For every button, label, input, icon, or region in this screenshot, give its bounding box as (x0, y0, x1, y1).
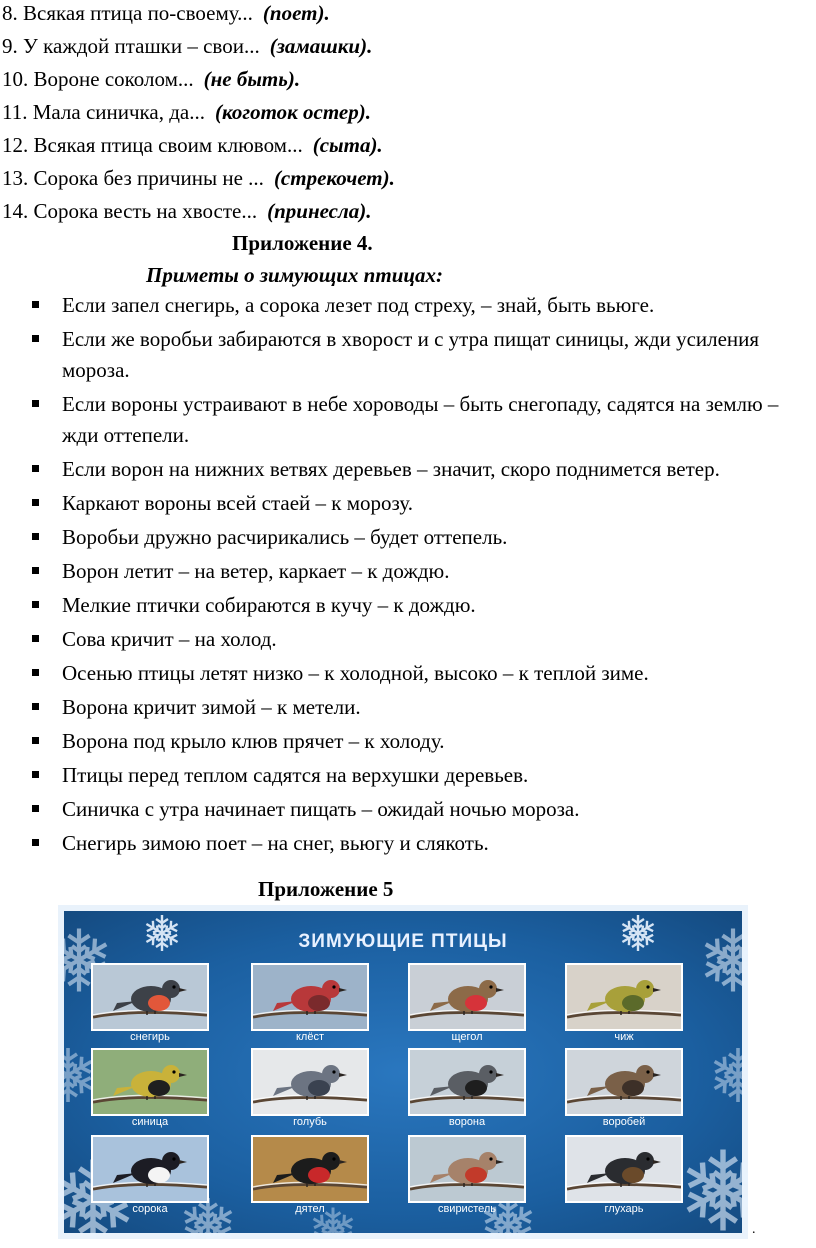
sign-item (0, 692, 816, 723)
sign-text: Снегирь зимою поет – на снег, вьюгу и слякоть. (62, 831, 489, 855)
bird-icon (410, 965, 524, 1029)
bird-photo (91, 1048, 209, 1116)
square-bullet-icon (32, 635, 39, 642)
bird-icon (253, 1137, 367, 1201)
bird-label: клёст (295, 1031, 324, 1043)
bird-card (408, 1048, 526, 1130)
signs-list (0, 290, 816, 862)
proverb-answer: (замашки). (269, 34, 373, 58)
bird-icon (93, 1050, 207, 1114)
sign-text: Если вороны устраивают в небе хороводы – быть снегопаду, садятся на землю – жди оттепели. (62, 392, 779, 447)
proverb-answer: (сыта). (312, 133, 383, 157)
bird-photo (91, 963, 209, 1031)
square-bullet-icon (32, 805, 39, 812)
sign-text: Ворона кричит зимой – к метели. (62, 695, 361, 719)
appendix-5-title: Приложение 5 (258, 877, 394, 901)
sign-text: Каркают вороны всей стаей – к морозу. (62, 491, 414, 515)
bird-card (251, 1048, 369, 1130)
snowflake-icon (698, 925, 748, 995)
sign-item (0, 658, 816, 689)
proverb-item (2, 165, 395, 191)
bird-icon (410, 1137, 524, 1201)
sign-item (0, 760, 816, 791)
bird-label: чиж (614, 1031, 634, 1043)
proverb-text: 10. Вороне соколом... (2, 67, 194, 91)
sign-item (0, 794, 816, 825)
sign-item (0, 488, 816, 519)
sign-text: Если же воробьи забираются в хворост и с утра пищат синицы, жди усиления мороза. (62, 327, 760, 382)
sign-text: Ворон летит – на ветер, каркает – к дождю. (62, 559, 450, 583)
sign-text: Птицы перед теплом садятся на верхушки деревьев. (62, 763, 529, 787)
proverb-item (2, 0, 330, 26)
poster-title: ЗИМУЮЩИЕ ПТИЦЫ (298, 931, 508, 952)
bird-card (91, 963, 209, 1045)
sign-text: Мелкие птички собираются в кучу – к дождю. (62, 593, 476, 617)
bird-label: снегирь (130, 1031, 170, 1043)
square-bullet-icon (32, 839, 39, 846)
bird-label: синица (131, 1116, 169, 1128)
winter-birds-poster (58, 905, 748, 1239)
sign-item (0, 726, 816, 757)
proverb-answer: (стрекочет). (273, 166, 395, 190)
sign-text: Синичка с утра начинает пищать – ожидай ночью мороза. (62, 797, 580, 821)
bird-card (408, 1135, 526, 1217)
snowflake-icon (618, 913, 658, 953)
bird-card (565, 1135, 683, 1217)
bird-photo (251, 1048, 369, 1116)
sign-text: Осенью птицы летят низко – к холодной, высоко – к теплой зиме. (62, 661, 649, 685)
trailing-mark: . (752, 1222, 756, 1237)
proverb-item (2, 99, 371, 125)
square-bullet-icon (32, 335, 39, 342)
square-bullet-icon (32, 601, 39, 608)
sign-item (0, 590, 816, 621)
bird-label: воробей (602, 1116, 646, 1128)
square-bullet-icon (32, 465, 39, 472)
sign-item (0, 454, 816, 485)
sign-item (0, 522, 816, 553)
bird-icon (567, 1137, 681, 1201)
snowflake-icon (678, 1145, 748, 1235)
bird-photo (408, 1135, 526, 1203)
bird-icon (93, 965, 207, 1029)
square-bullet-icon (32, 771, 39, 778)
bird-label: сорока (132, 1203, 168, 1215)
sign-item (0, 389, 816, 451)
sign-text: Если ворон на нижних ветвях деревьев – значит, скоро поднимется ветер. (62, 457, 720, 481)
bird-icon (567, 965, 681, 1029)
proverb-text: 9. У каждой пташки – свои... (2, 34, 260, 58)
square-bullet-icon (32, 737, 39, 744)
sign-item (0, 290, 816, 321)
proverb-text: 14. Сорока весть на хвосте... (2, 199, 258, 223)
bird-photo (565, 1048, 683, 1116)
snowflake-icon (708, 1045, 748, 1105)
sign-item (0, 624, 816, 655)
proverb-answer: (не быть). (203, 67, 301, 91)
bird-photo (408, 963, 526, 1031)
bird-card (408, 963, 526, 1045)
proverb-item (2, 66, 300, 92)
square-bullet-icon (32, 499, 39, 506)
square-bullet-icon (32, 703, 39, 710)
proverb-answer: (поет). (262, 1, 330, 25)
proverb-answer: (принесла). (267, 199, 372, 223)
bird-photo (565, 963, 683, 1031)
proverb-item (2, 198, 372, 224)
snowflake-icon (142, 913, 182, 953)
appendix-4-subtitle: Приметы о зимующих птицах: (146, 263, 444, 287)
square-bullet-icon (32, 400, 39, 407)
bird-label: дятел (295, 1203, 325, 1215)
sign-item (0, 828, 816, 859)
bird-photo (565, 1135, 683, 1203)
bird-card (251, 1135, 369, 1217)
proverb-text: 8. Всякая птица по-своему... (2, 1, 253, 25)
bird-icon (253, 965, 367, 1029)
bird-card (565, 1048, 683, 1130)
bird-card (565, 963, 683, 1045)
sign-text: Воробьи дружно расчирикались – будет оттепель. (62, 525, 508, 549)
bird-photo (91, 1135, 209, 1203)
bird-card (91, 1048, 209, 1130)
sign-item (0, 324, 816, 386)
sign-text: Если запел снегирь, а сорока лезет под стреху, – знай, быть вьюге. (62, 293, 655, 317)
proverb-text: 11. Мала синичка, да... (2, 100, 206, 124)
bird-icon (410, 1050, 524, 1114)
sign-item (0, 556, 816, 587)
proverb-item (2, 33, 372, 59)
bird-icon (567, 1050, 681, 1114)
proverb-text: 12. Всякая птица своим клювом... (2, 133, 303, 157)
bird-label: голубь (293, 1116, 327, 1128)
square-bullet-icon (32, 533, 39, 540)
bird-icon (93, 1137, 207, 1201)
bird-photo (251, 1135, 369, 1203)
bird-label: глухарь (604, 1203, 644, 1215)
proverb-item (2, 132, 383, 158)
sign-text: Сова кричит – на холод. (62, 627, 277, 651)
bird-card (91, 1135, 209, 1217)
bird-label: щегол (451, 1031, 483, 1043)
bird-icon (253, 1050, 367, 1114)
sign-text: Ворона под крыло клюв прячет – к холоду. (62, 729, 445, 753)
proverb-text: 13. Сорока без причины не ... (2, 166, 264, 190)
bird-photo (408, 1048, 526, 1116)
square-bullet-icon (32, 669, 39, 676)
bird-card (251, 963, 369, 1045)
appendix-4-title: Приложение 4. (232, 231, 373, 255)
bird-label: свиристель (437, 1203, 497, 1215)
square-bullet-icon (32, 301, 39, 308)
proverb-answer: (коготок остер). (215, 100, 371, 124)
bird-photo (251, 963, 369, 1031)
square-bullet-icon (32, 567, 39, 574)
bird-label: ворона (448, 1116, 486, 1128)
